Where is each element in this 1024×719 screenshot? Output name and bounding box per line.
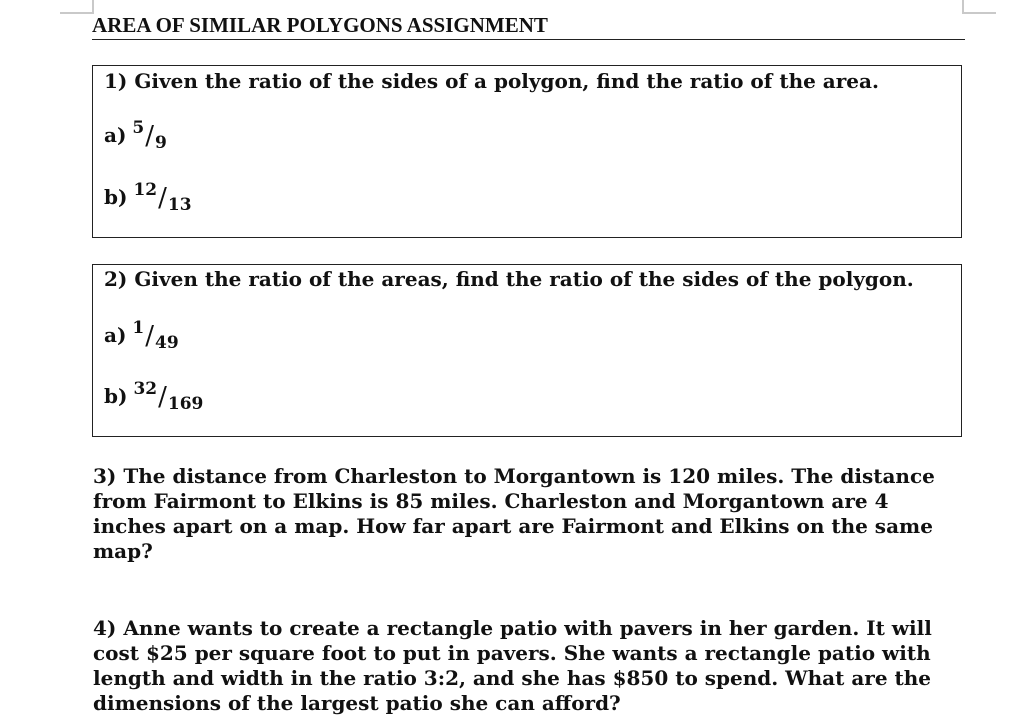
fraction-numerator: 5 [132, 118, 145, 138]
assignment-title: AREA OF SIMILAR POLYGONS ASSIGNMENT [92, 12, 965, 40]
fraction-denominator: 13 [167, 195, 192, 215]
question-1-box [92, 65, 962, 238]
question-2-heading: 2) Given the ratio of the areas, find the ratio of the sides of the polygon. [104, 267, 914, 291]
question-2a [104, 318, 179, 353]
item-label: b) [104, 384, 128, 408]
item-label: b) [104, 185, 128, 209]
item-label: a) [104, 323, 127, 347]
fraction: 32/169 [133, 379, 204, 414]
fraction-numerator: 1 [132, 318, 145, 338]
question-3-text: 3) The distance from Charleston to Morgantown is 120 miles. The distance from Fairmont to Elkins is 85 miles. Charleston and Morgantown are 4 inches apart on a map. How far apart are Fairmont and Elkins on the same map? [93, 464, 935, 563]
fraction: 12/13 [133, 180, 192, 215]
fraction: 5/9 [132, 118, 167, 153]
question-1b [104, 180, 192, 215]
page-corner-top-right [962, 0, 996, 14]
fraction-denominator: 49 [155, 333, 179, 353]
fraction-denominator: 169 [167, 394, 204, 414]
fraction-numerator: 32 [133, 379, 158, 399]
question-2b [104, 379, 204, 414]
question-1-heading: 1) Given the ratio of the sides of a polygon, find the ratio of the area. [104, 69, 879, 93]
fraction: 1/49 [132, 318, 179, 353]
question-4-text: 4) Anne wants to create a rectangle patio with pavers in her garden. It will cost $25 per square foot to put in pavers. She wants a rectangle patio with length and width in the ratio 3:2, and she has $850 to spend. What are the dimensions of the largest patio she can afford? [93, 616, 932, 715]
question-1a [104, 118, 167, 153]
question-2-box [92, 264, 962, 437]
item-label: a) [104, 123, 127, 147]
fraction-denominator: 9 [155, 133, 167, 153]
fraction-numerator: 12 [133, 180, 158, 200]
page-corner-top-left [60, 0, 94, 14]
